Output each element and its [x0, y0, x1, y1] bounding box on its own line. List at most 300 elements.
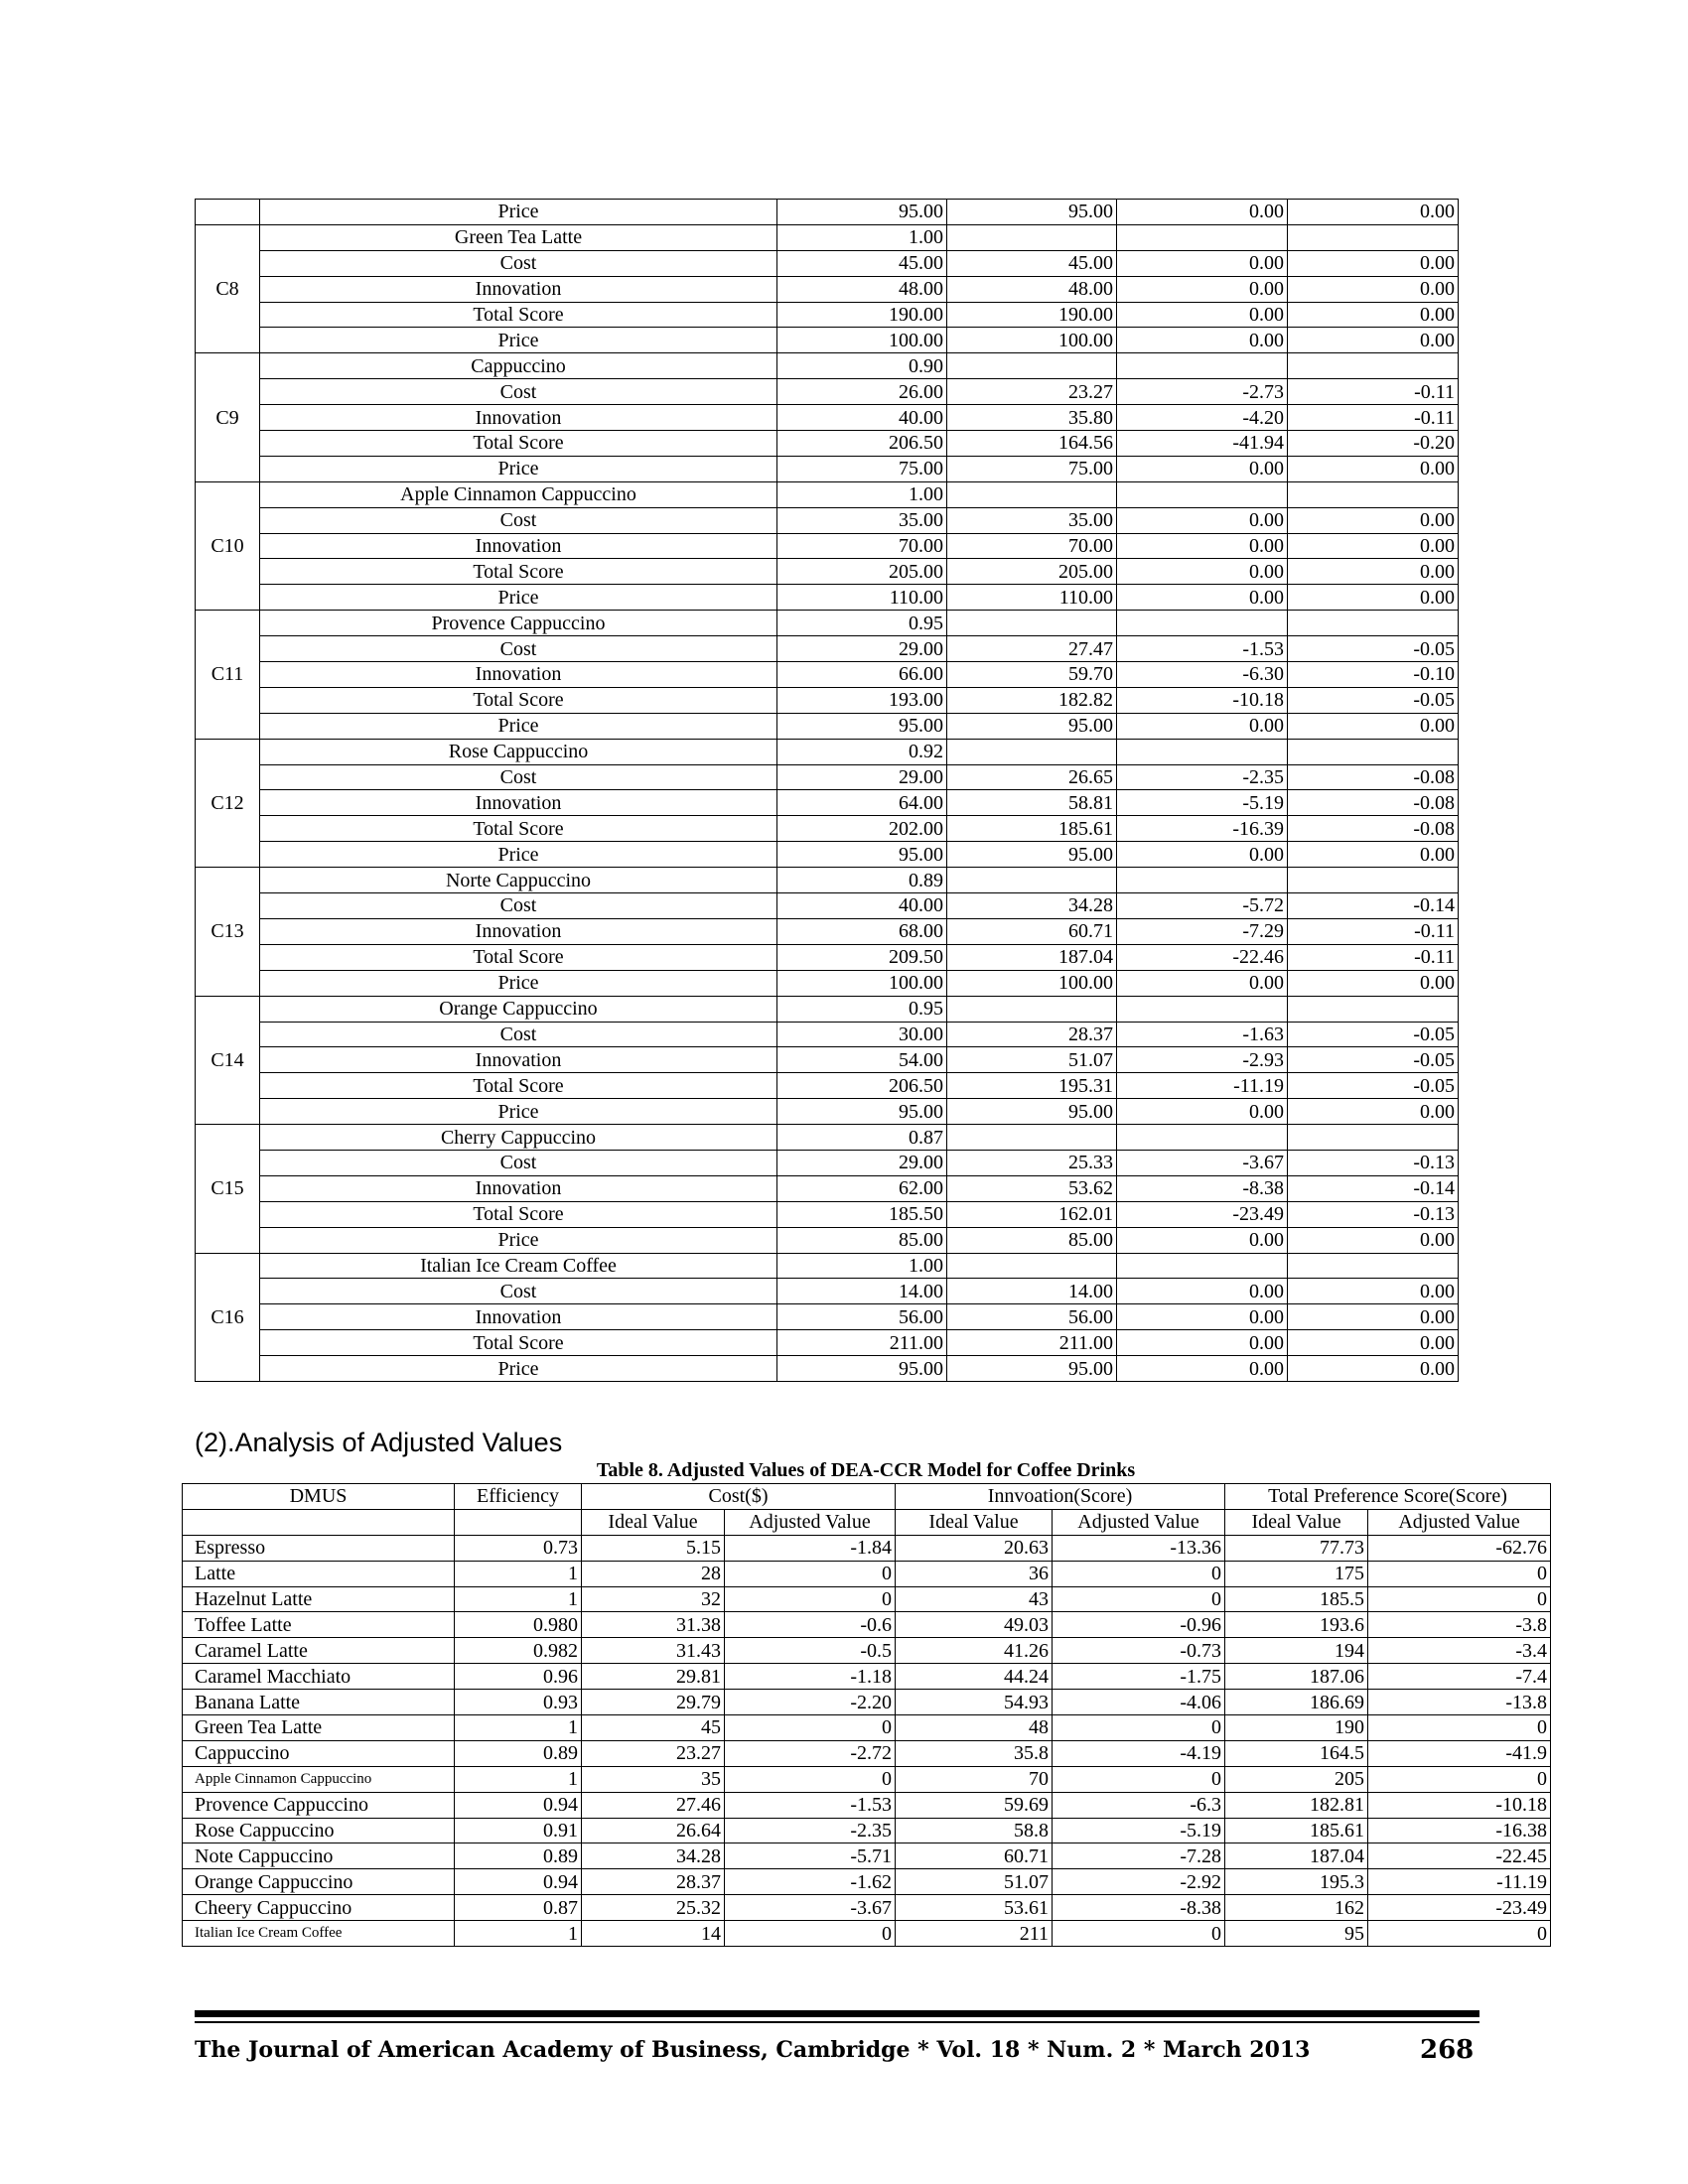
empty-cell — [947, 353, 1117, 379]
dmu-name: Latte — [183, 1561, 455, 1586]
value-cell: 185.5 — [1225, 1586, 1368, 1612]
value-cell: 0 — [725, 1561, 896, 1586]
value-cell: -0.13 — [1288, 1201, 1459, 1227]
value-cell: -13.36 — [1053, 1535, 1225, 1561]
value-cell: 0.96 — [455, 1664, 582, 1690]
value-cell: 48 — [896, 1715, 1053, 1741]
value-cell: 70.00 — [947, 533, 1117, 559]
table-row — [196, 790, 1459, 816]
value-cell: 64.00 — [777, 790, 947, 816]
value-cell: 185.61 — [1225, 1818, 1368, 1843]
value-cell: 1 — [455, 1921, 582, 1947]
table-row — [196, 1356, 1459, 1382]
value-cell: 25.33 — [947, 1150, 1117, 1175]
table-row — [183, 1535, 1551, 1561]
value-cell: 211 — [896, 1921, 1053, 1947]
empty-cell — [1288, 739, 1459, 764]
value-cell: 30.00 — [777, 1022, 947, 1047]
value-cell: 0.00 — [1288, 585, 1459, 611]
value-cell: -4.19 — [1053, 1740, 1225, 1766]
value-cell: 70 — [896, 1766, 1053, 1792]
table-row — [196, 456, 1459, 481]
value-cell: -0.05 — [1288, 1022, 1459, 1047]
table-row — [196, 224, 1459, 250]
row-label: Total Score — [260, 944, 777, 970]
value-cell: 95.00 — [947, 713, 1117, 739]
value-cell: 0 — [1368, 1561, 1551, 1586]
table-row — [183, 1740, 1551, 1766]
empty-cell — [1117, 996, 1288, 1022]
value-cell: 0.73 — [455, 1535, 582, 1561]
table-row — [196, 533, 1459, 559]
value-cell: 0.89 — [455, 1740, 582, 1766]
value-cell: 209.50 — [777, 944, 947, 970]
value-cell: 26.65 — [947, 764, 1117, 790]
value-cell: 58.8 — [896, 1818, 1053, 1843]
header-blank — [183, 1509, 455, 1535]
value-cell: 0.00 — [1117, 1304, 1288, 1330]
empty-cell — [1117, 224, 1288, 250]
value-cell: -0.05 — [1288, 687, 1459, 713]
value-cell: 51.07 — [896, 1869, 1053, 1895]
table-row — [196, 302, 1459, 328]
row-label: Price — [260, 585, 777, 611]
value-cell: -8.38 — [1117, 1175, 1288, 1201]
value-cell: 182.82 — [947, 687, 1117, 713]
dmu-cell: C10 — [196, 481, 260, 610]
value-cell: 0 — [1053, 1715, 1225, 1741]
value-cell: -0.73 — [1053, 1638, 1225, 1664]
table-row — [196, 970, 1459, 996]
table-row — [196, 276, 1459, 302]
value-cell: 60.71 — [947, 918, 1117, 944]
efficiency-cell: 1.00 — [777, 481, 947, 507]
value-cell: 28.37 — [947, 1022, 1117, 1047]
header-cost: Cost($) — [582, 1484, 896, 1510]
dmu-name: Banana Latte — [183, 1690, 455, 1715]
value-cell: 75.00 — [947, 456, 1117, 481]
value-cell: 51.07 — [947, 1047, 1117, 1073]
value-cell: 28 — [582, 1561, 725, 1586]
table-row — [183, 1586, 1551, 1612]
table-row — [183, 1690, 1551, 1715]
value-cell: -10.18 — [1368, 1792, 1551, 1818]
value-cell: 23.27 — [582, 1740, 725, 1766]
value-cell: 0.00 — [1288, 1279, 1459, 1304]
dmu-name: Note Cappuccino — [183, 1843, 455, 1869]
value-cell: 0.00 — [1117, 200, 1288, 225]
table-row — [196, 507, 1459, 533]
value-cell: 0.00 — [1288, 1227, 1459, 1253]
table-row — [196, 611, 1459, 636]
row-label: Innovation — [260, 918, 777, 944]
table-row — [183, 1792, 1551, 1818]
value-cell: 31.38 — [582, 1612, 725, 1638]
row-label: Innovation — [260, 1047, 777, 1073]
table-row — [196, 559, 1459, 585]
value-cell: -5.19 — [1053, 1818, 1225, 1843]
empty-cell — [1117, 739, 1288, 764]
value-cell: 0.982 — [455, 1638, 582, 1664]
subheader-total-adjusted: Adjusted Value — [1368, 1509, 1551, 1535]
value-cell: -0.05 — [1288, 1047, 1459, 1073]
efficiency-cell: 0.95 — [777, 611, 947, 636]
value-cell: 29.81 — [582, 1664, 725, 1690]
value-cell: 56.00 — [777, 1304, 947, 1330]
dmu-name: Provence Cappuccino — [183, 1792, 455, 1818]
value-cell: 0.00 — [1288, 1356, 1459, 1382]
value-cell: 53.61 — [896, 1895, 1053, 1921]
value-cell: 58.81 — [947, 790, 1117, 816]
value-cell: 35.80 — [947, 405, 1117, 431]
value-cell: -16.38 — [1368, 1818, 1551, 1843]
value-cell: -41.94 — [1117, 431, 1288, 457]
value-cell: 5.15 — [582, 1535, 725, 1561]
value-cell: 0.00 — [1117, 302, 1288, 328]
value-cell: 0.00 — [1288, 559, 1459, 585]
value-cell: 1 — [455, 1561, 582, 1586]
value-cell: 45.00 — [777, 250, 947, 276]
empty-cell — [947, 1125, 1117, 1151]
value-cell: 182.81 — [1225, 1792, 1368, 1818]
value-cell: 41.26 — [896, 1638, 1053, 1664]
empty-cell — [1288, 224, 1459, 250]
row-label: Total Score — [260, 1330, 777, 1356]
subheader-cost-ideal: Ideal Value — [582, 1509, 725, 1535]
value-cell: 206.50 — [777, 431, 947, 457]
value-cell: 14.00 — [947, 1279, 1117, 1304]
table-row — [196, 996, 1459, 1022]
value-cell: -0.96 — [1053, 1612, 1225, 1638]
value-cell: -2.35 — [725, 1818, 896, 1843]
value-cell: 0.00 — [1117, 1279, 1288, 1304]
header-blank — [455, 1509, 582, 1535]
value-cell: 35.8 — [896, 1740, 1053, 1766]
value-cell: 190 — [1225, 1715, 1368, 1741]
value-cell: 0.00 — [1117, 1356, 1288, 1382]
table-row — [196, 405, 1459, 431]
drink-name: Rose Cappuccino — [260, 739, 777, 764]
value-cell: 0.00 — [1288, 713, 1459, 739]
value-cell: 77.73 — [1225, 1535, 1368, 1561]
row-label: Total Score — [260, 1201, 777, 1227]
row-label: Total Score — [260, 816, 777, 842]
value-cell: 49.03 — [896, 1612, 1053, 1638]
value-cell: -3.67 — [1117, 1150, 1288, 1175]
dmu-name: Espresso — [183, 1535, 455, 1561]
empty-cell — [947, 224, 1117, 250]
table-caption: Table 8. Adjusted Values of DEA-CCR Model for Coffee Drinks — [596, 1459, 1136, 1481]
value-cell: -0.14 — [1288, 1175, 1459, 1201]
value-cell: 95 — [1225, 1921, 1368, 1947]
value-cell: -3.4 — [1368, 1638, 1551, 1664]
value-cell: 0 — [725, 1586, 896, 1612]
value-cell: -0.08 — [1288, 816, 1459, 842]
empty-cell — [1117, 868, 1288, 893]
value-cell: 0.94 — [455, 1869, 582, 1895]
value-cell: 14.00 — [777, 1279, 947, 1304]
value-cell: 54.00 — [777, 1047, 947, 1073]
efficiency-cell: 0.87 — [777, 1125, 947, 1151]
value-cell: 0.94 — [455, 1792, 582, 1818]
value-cell: 0 — [1053, 1561, 1225, 1586]
table-row — [183, 1561, 1551, 1586]
table-row — [196, 662, 1459, 688]
table-row — [196, 328, 1459, 353]
value-cell: 36 — [896, 1561, 1053, 1586]
value-cell: 0.00 — [1117, 559, 1288, 585]
value-cell: 1 — [455, 1766, 582, 1792]
table-row — [183, 1843, 1551, 1869]
value-cell: 0.00 — [1117, 713, 1288, 739]
value-cell: 29.00 — [777, 636, 947, 662]
value-cell: 0.00 — [1288, 276, 1459, 302]
value-cell: 95.00 — [947, 200, 1117, 225]
value-cell: 100.00 — [947, 970, 1117, 996]
table-row — [196, 1099, 1459, 1125]
value-cell: -0.10 — [1288, 662, 1459, 688]
value-cell: -6.3 — [1053, 1792, 1225, 1818]
dmu-cell: C9 — [196, 353, 260, 481]
table-row — [183, 1869, 1551, 1895]
value-cell: 95.00 — [777, 1356, 947, 1382]
value-cell: 195.31 — [947, 1073, 1117, 1099]
value-cell: 190.00 — [947, 302, 1117, 328]
table-row — [196, 842, 1459, 868]
value-cell: 100.00 — [947, 328, 1117, 353]
row-label: Innovation — [260, 276, 777, 302]
empty-cell — [947, 739, 1117, 764]
value-cell: 0.91 — [455, 1818, 582, 1843]
table-row — [196, 1279, 1459, 1304]
dmu-name: Apple Cinnamon Cappuccino — [183, 1766, 455, 1792]
row-label: Total Score — [260, 687, 777, 713]
empty-cell — [1117, 353, 1288, 379]
value-cell: 0.89 — [455, 1843, 582, 1869]
value-cell: 0.00 — [1288, 1099, 1459, 1125]
table-subheader-row — [183, 1509, 1551, 1535]
adjusted-values-table — [182, 1483, 1551, 1947]
value-cell: 66.00 — [777, 662, 947, 688]
value-cell: -2.20 — [725, 1690, 896, 1715]
value-cell: 0.00 — [1117, 276, 1288, 302]
row-label: Innovation — [260, 1304, 777, 1330]
table-row — [196, 200, 1459, 225]
footer-rule-thin — [195, 2021, 1479, 2023]
value-cell: -0.14 — [1288, 893, 1459, 919]
header-innovation: Innvoation(Score) — [896, 1484, 1225, 1510]
value-cell: -13.8 — [1368, 1690, 1551, 1715]
value-cell: -2.92 — [1053, 1869, 1225, 1895]
table-row — [183, 1818, 1551, 1843]
table-row — [196, 1201, 1459, 1227]
value-cell: 68.00 — [777, 918, 947, 944]
value-cell: 56.00 — [947, 1304, 1117, 1330]
value-cell: 0 — [1368, 1921, 1551, 1947]
table-row — [196, 1227, 1459, 1253]
empty-cell — [947, 996, 1117, 1022]
empty-cell — [1288, 996, 1459, 1022]
value-cell: -22.46 — [1117, 944, 1288, 970]
value-cell: 194 — [1225, 1638, 1368, 1664]
table-row — [196, 687, 1459, 713]
value-cell: 0 — [725, 1766, 896, 1792]
efficiency-cell: 0.89 — [777, 868, 947, 893]
value-cell: 0.00 — [1117, 842, 1288, 868]
dmu-name: Hazelnut Latte — [183, 1586, 455, 1612]
value-cell: 43 — [896, 1586, 1053, 1612]
drink-name: Cappuccino — [260, 353, 777, 379]
row-label: Price — [260, 970, 777, 996]
drink-name: Italian Ice Cream Coffee — [260, 1253, 777, 1279]
dmu-name: Caramel Macchiato — [183, 1664, 455, 1690]
value-cell: 34.28 — [582, 1843, 725, 1869]
value-cell: 95.00 — [947, 1356, 1117, 1382]
row-label: Total Score — [260, 302, 777, 328]
value-cell: 95.00 — [777, 842, 947, 868]
row-label: Cost — [260, 764, 777, 790]
dmu-cell: C13 — [196, 868, 260, 996]
value-cell: 95.00 — [947, 1099, 1117, 1125]
table-row — [196, 481, 1459, 507]
dmu-cell: C16 — [196, 1253, 260, 1381]
value-cell: 0.00 — [1117, 970, 1288, 996]
value-cell: 35 — [582, 1766, 725, 1792]
table-row — [196, 893, 1459, 919]
dmu-cell: C15 — [196, 1125, 260, 1253]
table-row — [183, 1895, 1551, 1921]
value-cell: 0.00 — [1288, 507, 1459, 533]
table-row — [183, 1921, 1551, 1947]
row-label: Cost — [260, 1150, 777, 1175]
row-label: Innovation — [260, 790, 777, 816]
value-cell: -2.93 — [1117, 1047, 1288, 1073]
value-cell: 34.28 — [947, 893, 1117, 919]
empty-cell — [947, 481, 1117, 507]
value-cell: 20.63 — [896, 1535, 1053, 1561]
value-cell: 164.56 — [947, 431, 1117, 457]
table-row — [196, 379, 1459, 405]
empty-cell — [1288, 868, 1459, 893]
value-cell: 59.69 — [896, 1792, 1053, 1818]
value-cell: -3.8 — [1368, 1612, 1551, 1638]
row-label: Price — [260, 1099, 777, 1125]
subheader-innovation-ideal: Ideal Value — [896, 1509, 1053, 1535]
dmu-cell: C8 — [196, 224, 260, 352]
value-cell: 0.00 — [1288, 1330, 1459, 1356]
row-label: Cost — [260, 1279, 777, 1304]
header-total-score: Total Preference Score(Score) — [1225, 1484, 1551, 1510]
row-label: Innovation — [260, 662, 777, 688]
value-cell: 54.93 — [896, 1690, 1053, 1715]
value-cell: 40.00 — [777, 405, 947, 431]
value-cell: -1.62 — [725, 1869, 896, 1895]
value-cell: -0.11 — [1288, 379, 1459, 405]
dea-results-table — [195, 199, 1459, 1382]
dmu-name: Green Tea Latte — [183, 1715, 455, 1741]
row-label: Cost — [260, 507, 777, 533]
value-cell: -0.11 — [1288, 918, 1459, 944]
value-cell: 35.00 — [947, 507, 1117, 533]
value-cell: 45.00 — [947, 250, 1117, 276]
value-cell: 95.00 — [777, 200, 947, 225]
value-cell: -5.72 — [1117, 893, 1288, 919]
value-cell: 0.00 — [1117, 1227, 1288, 1253]
value-cell: 1 — [455, 1715, 582, 1741]
table-row — [196, 944, 1459, 970]
value-cell: 45 — [582, 1715, 725, 1741]
value-cell: 0.980 — [455, 1612, 582, 1638]
value-cell: 40.00 — [777, 893, 947, 919]
row-label: Innovation — [260, 533, 777, 559]
value-cell: 70.00 — [777, 533, 947, 559]
value-cell: -1.84 — [725, 1535, 896, 1561]
value-cell: 0.00 — [1288, 456, 1459, 481]
dmu-name: Rose Cappuccino — [183, 1818, 455, 1843]
value-cell: 32 — [582, 1586, 725, 1612]
value-cell: 0.00 — [1288, 533, 1459, 559]
value-cell: 0.87 — [455, 1895, 582, 1921]
value-cell: -7.28 — [1053, 1843, 1225, 1869]
table-row — [196, 585, 1459, 611]
journal-footer: The Journal of American Academy of Business, Cambridge * Vol. 18 * Num. 2 * March 2013 — [195, 2037, 1311, 2063]
value-cell: 0 — [725, 1921, 896, 1947]
value-cell: -1.53 — [725, 1792, 896, 1818]
value-cell: 100.00 — [777, 970, 947, 996]
value-cell: -41.9 — [1368, 1740, 1551, 1766]
table-row — [196, 739, 1459, 764]
value-cell: 0 — [1053, 1766, 1225, 1792]
value-cell: 162 — [1225, 1895, 1368, 1921]
table-header-row — [183, 1484, 1551, 1510]
drink-name: Norte Cappuccino — [260, 868, 777, 893]
value-cell: 48.00 — [947, 276, 1117, 302]
value-cell: 31.43 — [582, 1638, 725, 1664]
value-cell: 205.00 — [777, 559, 947, 585]
value-cell: 1 — [455, 1586, 582, 1612]
dmu-name: Toffee Latte — [183, 1612, 455, 1638]
row-label: Price — [260, 200, 777, 225]
empty-cell — [1117, 1125, 1288, 1151]
value-cell: -0.08 — [1288, 790, 1459, 816]
row-label: Price — [260, 328, 777, 353]
value-cell: 0.00 — [1288, 200, 1459, 225]
value-cell: 175 — [1225, 1561, 1368, 1586]
value-cell: -10.18 — [1117, 687, 1288, 713]
value-cell: 0 — [1053, 1921, 1225, 1947]
efficiency-cell: 0.92 — [777, 739, 947, 764]
value-cell: -5.71 — [725, 1843, 896, 1869]
value-cell: 27.46 — [582, 1792, 725, 1818]
value-cell: 110.00 — [777, 585, 947, 611]
dmu-name: Cheery Cappuccino — [183, 1895, 455, 1921]
table-row — [196, 1330, 1459, 1356]
table-row — [183, 1664, 1551, 1690]
empty-cell — [1117, 481, 1288, 507]
row-label: Price — [260, 456, 777, 481]
table-row — [196, 764, 1459, 790]
value-cell: 27.47 — [947, 636, 1117, 662]
table-row — [196, 918, 1459, 944]
value-cell: 0.00 — [1117, 250, 1288, 276]
value-cell: 35.00 — [777, 507, 947, 533]
value-cell: -11.19 — [1117, 1073, 1288, 1099]
value-cell: 185.61 — [947, 816, 1117, 842]
value-cell: -0.05 — [1288, 1073, 1459, 1099]
row-label: Price — [260, 842, 777, 868]
value-cell: 25.32 — [582, 1895, 725, 1921]
value-cell: 187.04 — [1225, 1843, 1368, 1869]
